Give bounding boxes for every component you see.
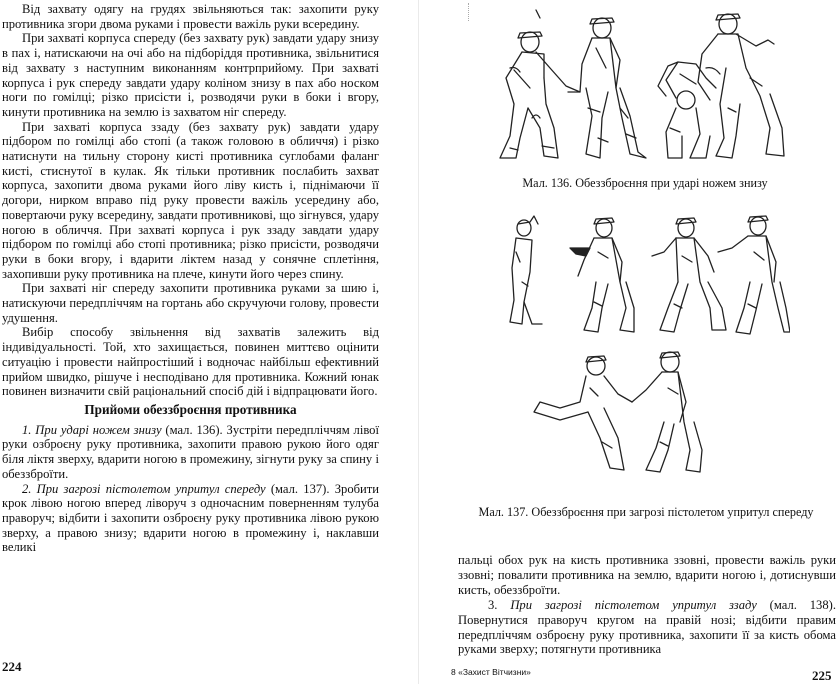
page-number-right: 225: [812, 668, 832, 683]
paragraph-item-3: [458, 598, 836, 658]
right-page: [420, 0, 840, 684]
section-heading: Прийоми обеззброєння противника: [84, 401, 297, 417]
page-number-left: 224: [2, 659, 22, 674]
soldier-figure: [658, 62, 716, 158]
item-2-text: (мал. 137). Зробити крок лівою ногою вперед ліворуч з одночасним поверненням тулуба праворуч; відбити і захопити озброєну руку противника лівою рукою зверху, а правою знизу; вдарити ногою в промежину і, наклавши великі: [2, 481, 380, 555]
soldier-figure: [500, 32, 580, 158]
soldier-figure: [632, 352, 702, 472]
soldier-figure: [698, 14, 784, 158]
soldier-figure: [718, 216, 790, 334]
paragraph: При захваті ніг спереду захопити противника руками за шию і, натискуючи передпліччям на гортань або скручуючи голову, провести удушення.: [2, 281, 379, 325]
soldier-figure: [510, 216, 542, 324]
paragraph: При захваті корпуса спереду (без захвату рук) завдати удару знизу в пах і, натискаючи на очі або на підборіддя противника, звільнитися від захвату з наступним виконанням контрприйому. При захваті корпуса і рук спереду завдати удару коліном знизу в пах або носком ноги по гомілці; різко присісти і, розводячи руки в боки і вгору, кинути противника на землю із захватом ніг спереду.: [2, 31, 379, 119]
item-1-title: 1. При ударі ножем знизу: [22, 422, 162, 437]
paragraph-item-1: [2, 423, 379, 482]
paragraph: Вибір способу звільнення від захватів залежить від індивідуальності. Той, хто захищається, повинен миттєво оцінити ситуацію і провести найпростіший і водночас найбільш ефективний прийом швидко, рішуче і несподівано для противника. Кожний юнак повинен визначити свій раціональний спосіб дій і відпрацювати його.: [2, 325, 379, 399]
figure-136-illustration: [470, 8, 810, 168]
paragraph: При захваті корпуса ззаду (без захвату рук) завдати удару підбором по гомілці або стопі (а також головою в обличчя) і різко натиснути на тильну сторону кисті противника суглобами фаланг кисті, стиснутої в кулак. Як тільки противник послабить захват корпуса, захопити двома руками його ліву кисть і, піднімаючи її догори, нирком вправо під руку провести важіль усередину або, повертаючи руку всередину, завдати противникові, що зігнувся, удару ногою в обличчя. При захваті корпуса і рук ззаду завдати удару підбором по гомілці або стопі противника; різко присісти, розводячи руки в боки вгору, і вдарити ліктем назад у сонячне сплетіння, захопивши руку противника на плече, кинути його через спину.: [2, 119, 379, 281]
item-2-title: 2. При загрозі пістолетом упритул спереду: [22, 481, 266, 496]
soldier-figure: [652, 218, 726, 332]
soldier-figure: [568, 18, 646, 158]
item-3-number: 3.: [488, 597, 511, 612]
item-1-text: (мал. 136). Зустріти передпліччям лівої руки озброєну руку противника, захопити правою рукою його одяг біля ліктя зверху, вдарити ногою в промежину, зігнути руку за спину і обеззброїти.: [2, 422, 379, 481]
item-3-title: При загрозі пістолетом упритул ззаду: [510, 597, 757, 612]
figure-137-caption: Мал. 137. Обеззброєння при загрозі пістолетом упритул спереду: [478, 505, 814, 519]
figure-137-illustration: [500, 212, 790, 482]
right-text-column: [458, 553, 836, 657]
figure-136-caption: Мал. 136. Обеззброєння при ударі ножем знизу: [522, 176, 768, 190]
left-text-column: [2, 2, 379, 555]
soldier-figure: [534, 356, 632, 470]
paragraph: пальці обох рук на кисть противника ззовні, провести важіль руки ззовні; повалити противника на землю, вдарити ногою і, дотиснувши кисть, обеззброїти.: [458, 553, 836, 597]
item-3-text: (мал. 138). Повернутися праворуч кругом на правій нозі; відбити правим передпліччям озброєну руку противника, захопити її за кисть обома руками зверху; потягнути противника: [458, 597, 836, 657]
soldier-figure: [570, 218, 634, 332]
footer-note: 8 «Захист Вітчизни»: [451, 667, 531, 677]
paragraph: Від захвату одягу на грудях звільняються так: захопити руку противника згори двома руками і провести важіль руки всередину.: [2, 2, 379, 31]
paragraph-item-2: [2, 482, 379, 556]
